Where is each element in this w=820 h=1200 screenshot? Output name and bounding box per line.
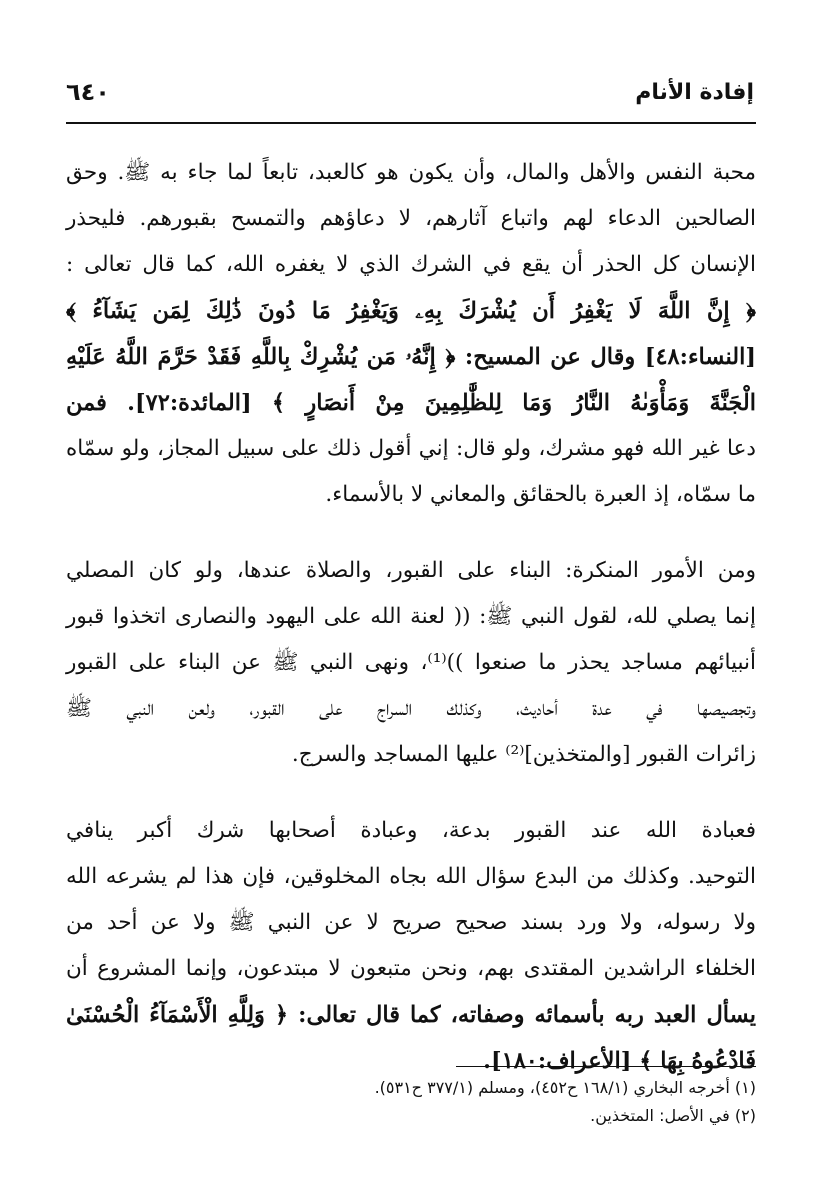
text-line: ومن الأمور المنكرة: البناء على القبور، والصلاة عندها، ولو كان المصلي <box>66 558 756 583</box>
text-line: إنما يصلي لله، لقول النبي ﷺ: (( لعنة الله على اليهود والنصارى اتخذوا قبور <box>66 604 756 629</box>
quran-verse-line: [النساء:٤٨] وقال عن المسيح: ﴿ إِنَّهُۥ مَن يُشْرِكْ بِاللَّهِ فَقَدْ حَرَّمَ اللَّهُ عَلَيْهِ <box>66 344 756 370</box>
footnote-divider <box>456 1066 756 1067</box>
footnote-1: (١) أخرجه البخاري (١٦٨/١ ح٤٥٢)، ومسلم (٣٧٧/١ ح٥٣١). <box>374 1078 756 1097</box>
paragraph-3 <box>66 808 756 1084</box>
quran-verse-line: ﴿ إِنَّ اللَّهَ لَا يَغْفِرُ أَن يُشْرَكَ بِهِۦ وَيَغْفِرُ مَا دُونَ ذَٰلِكَ لِمَن يَشَآءُ ﴾ <box>66 298 756 324</box>
page-number: ٦٤٠ <box>66 78 110 106</box>
text-line: الصالحين الدعاء لهم واتباع آثارهم، لا دعاؤهم والتمسح بقبورهم. فليحذر <box>66 206 756 231</box>
text-line: ما سمّاه، إذ العبرة بالحقائق والمعاني لا بالأسماء. <box>325 482 756 507</box>
page-body <box>66 150 756 1084</box>
quran-verse-line: يسأل العبد ربه بأسمائه وصفاته، كما قال تعالى: ﴿ وَلِلَّهِ الْأَسْمَآءُ الْحُسْنَىٰ <box>66 1002 756 1028</box>
text-line: دعا غير الله فهو مشرك، ولو قال: إني أقول ذلك على سبيل المجاز، ولو سمّاه <box>66 436 756 461</box>
page-header <box>66 78 754 114</box>
text-line: الإنسان كل الحذر أن يقع في الشرك الذي لا يغفره الله، كما قال تعالى : <box>66 252 756 277</box>
text-line: أنبيائهم مساجد يحذر ما صنعوا ))⁽¹⁾، ونهى النبي ﷺ عن البناء على القبور <box>66 650 757 675</box>
text-line: محبة النفس والأهل والمال، وأن يكون هو كالعبد، تابعاً لما جاء به ﷺ. وحق <box>66 160 756 185</box>
footnote-2: (٢) في الأصل: المتخذين. <box>590 1106 756 1125</box>
header-divider <box>66 122 756 124</box>
quran-verse-line: الْجَنَّةَ وَمَأْوَىٰهُ النَّارُ وَمَا لِلظَّٰلِمِينَ مِنْ أَنصَارٍ ﴾ [المائدة:٧٢]. فمن <box>66 390 756 416</box>
text-line: ولا رسوله، ولا ورد بسند صحيح صريح لا عن النبي ﷺ ولا عن أحد من <box>66 910 756 935</box>
text-line: الخلفاء الراشدين المقتدى بهم، ونحن متبعون لا مبتدعون، وإنما المشروع أن <box>66 956 756 981</box>
text-line: فعبادة الله عند القبور بدعة، وعبادة أصحابها شرك أكبر ينافي <box>66 818 756 843</box>
text-line: زائرات القبور [والمتخذين]⁽²⁾ عليها المساجد والسرج. <box>291 742 756 767</box>
paragraph-2 <box>66 548 756 778</box>
text-line: وتجصيصها في عدة أحاديث، وكذلك السراج على القبور، ولعن النبي ﷺ <box>66 696 756 721</box>
book-title: إفادة الأنام <box>635 80 754 105</box>
footnotes <box>66 1074 756 1130</box>
quran-verse-line: فَادْعُوهُ بِهَا ﴾ [الأعراف:١٨٠]. <box>483 1048 756 1074</box>
text-line: التوحيد. وكذلك من البدع سؤال الله بجاه المخلوقين، فإن هذا لم يشرعه الله <box>66 864 756 889</box>
paragraph-1 <box>66 150 756 518</box>
